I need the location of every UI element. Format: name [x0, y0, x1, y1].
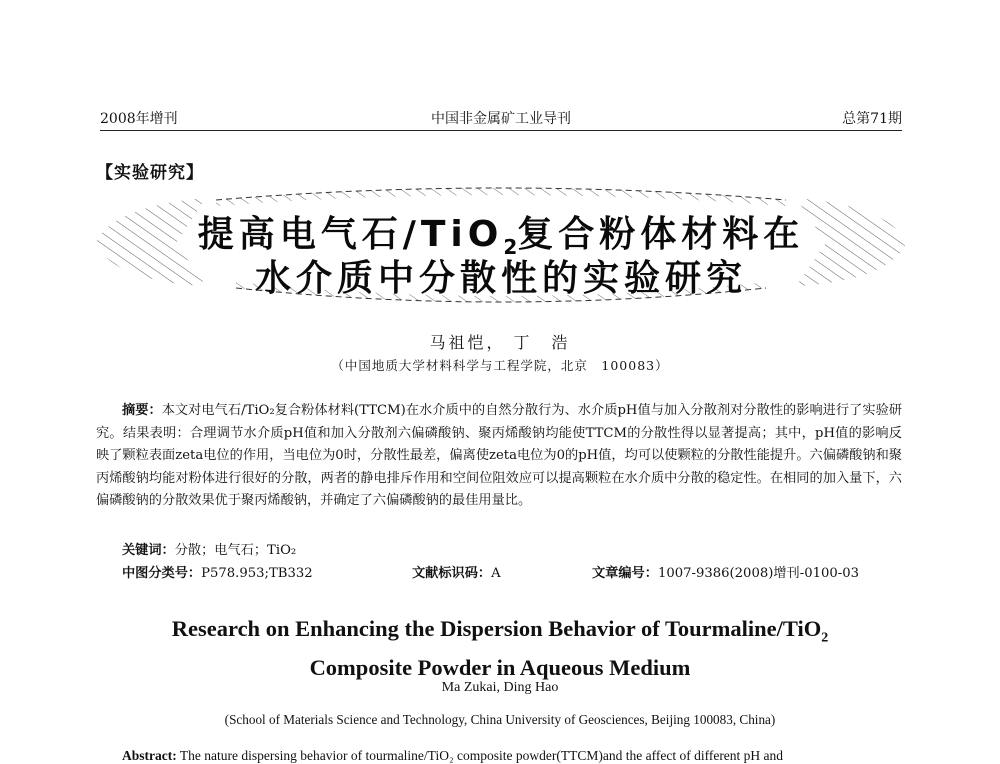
title-en [0, 614, 1000, 682]
affiliation-cn: （中国地质大学材料科学与工程学院，北京 100083） [331, 358, 669, 373]
clc-value: P578.953;TB332 [201, 566, 313, 581]
abstract-cn-text: 本文对电气石/TiO₂复合粉体材料(TTCM)在水介质中的自然分散行为、水介质pH值与加入分散剂对分散性的影响进行了实验研究。结果表明：合理调节水介质pH值和加入分散剂六偏磷酸钠、聚丙烯酸钠均能使TTCM的分散性得以显著提高；其中，pH值的影响反映了颗粒表面zeta电位的作用，当电位为0时，分散性最差，偏离使zeta电位为0的pH值，均可以使颗粒的分散性能提升。六偏磷酸钠和聚丙烯酸钠均能对粉体进行很好的分散，两者的静电排斥作用和空间位阻效应可以提高颗粒在水介质中分散的稳定性。在相同的加入量下，六偏磷酸钠的分散效果优于聚丙烯酸钠，并确定了六偏磷酸钠的最佳用量比。 [96, 403, 903, 508]
keywords-label: 关键词： [122, 543, 175, 558]
title-en-subscript: 2 [821, 630, 829, 646]
doc-code-value: A [491, 566, 501, 581]
header-total-issue: 总第71期 [842, 111, 902, 127]
article-number-label: 文章编号： [592, 566, 658, 581]
affiliation-en: (School of Materials Science and Technology, China University of Geosciences, Beijing 100083, China) [224, 712, 776, 727]
title-en-line1 [0, 614, 1000, 653]
title-en-line2: Composite Powder in Aqueous Medium [309, 654, 691, 680]
clc-label: 中图分类号： [122, 566, 202, 581]
doc-code-block [412, 563, 501, 585]
article-number-value: 1007-9386(2008)增刊-0100-03 [657, 566, 859, 581]
article-number-block [592, 563, 859, 585]
title-cn-line1-pre: 提高电气石/TiO [197, 214, 504, 255]
doc-code-label: 文献标识码： [412, 566, 492, 581]
title-cn-line2: 水介质中分散性的实验研究 [254, 258, 747, 299]
abstract-cn [96, 400, 902, 513]
authors-en: Ma Zukai, Ding Hao [441, 680, 559, 695]
abstract-en-text: The nature dispersing behavior of tourmaline/TiO₂ composite powder(TTCM)and the affect of different pH and [179, 748, 784, 763]
abstract-en [122, 748, 902, 764]
authors-cn: 马祖恺， 丁 浩 [429, 333, 571, 352]
title-cn-subscript: 2 [503, 235, 518, 260]
title-cn-line1-post: 复合粉体材料在 [517, 214, 805, 255]
keywords-text: 分散；电气石；TiO₂ [174, 543, 297, 558]
section-label: 【实验研究】 [96, 163, 204, 183]
header-journal: 中国非金属矿工业导刊 [431, 111, 571, 127]
clc-block [122, 563, 313, 585]
abstract-en-label: Abstract: [122, 748, 177, 763]
header-issue: 2008年增刊 [100, 111, 178, 127]
abstract-cn-label: 摘要： [122, 403, 162, 418]
running-header [100, 108, 902, 131]
title-en-line1-pre: Research on Enhancing the Dispersion Behavior of Tourmaline/TiO [171, 616, 822, 641]
keywords-cn [122, 540, 296, 562]
title-banner [86, 178, 916, 308]
